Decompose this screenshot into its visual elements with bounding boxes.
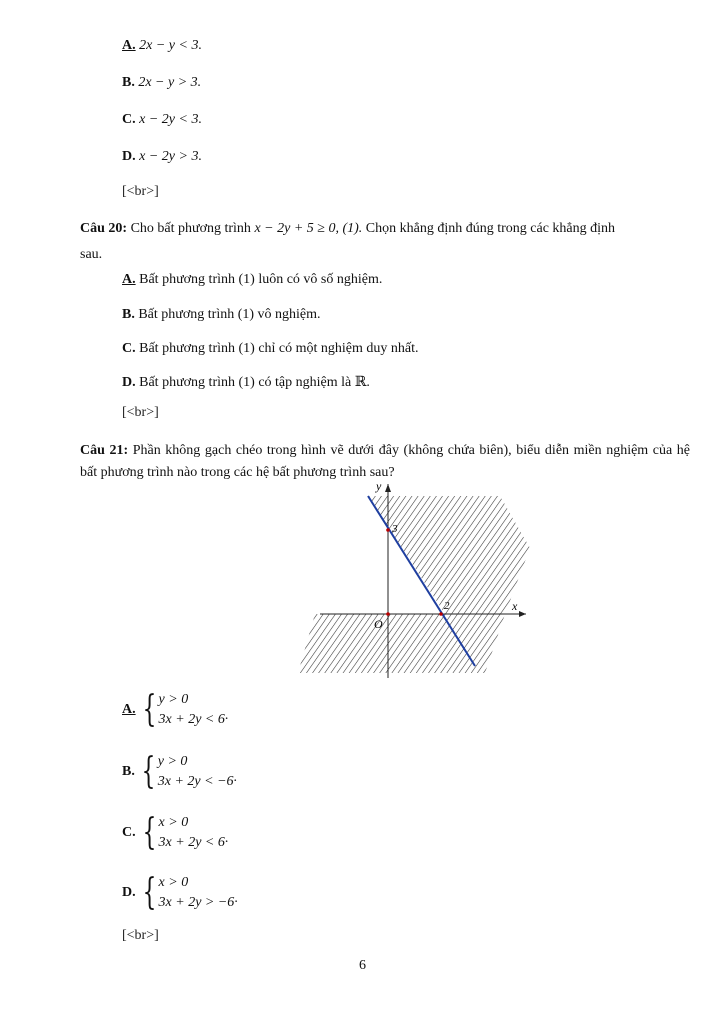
option-label: D. [122,375,136,390]
option-text: Bất phương trình (1) luôn có vô số nghiệm. [135,272,383,287]
break-tag: [<br>] [122,405,159,420]
system-tail: . [233,770,238,785]
system-line-2: 3x + 2y < −6 [157,774,234,789]
option-text: Bất phương trình (1) vô nghiệm. [134,307,321,322]
system-brace: { [141,751,156,792]
system-line-2: 3x + 2y < 6 [158,835,225,850]
y-axis-label: y [376,479,382,493]
option-text: x − 2y > 3. [139,149,202,164]
system-line-1: x > 0 [158,875,189,890]
question-math: x − 2y + 5 ≥ 0, (1). [254,221,363,236]
system-line-1: y > 0 [158,692,189,707]
option-label: D. [122,885,136,900]
q20-option-b [122,307,321,323]
system-brace: { [142,812,156,853]
system-line-2: 3x + 2y > −6 [158,895,235,910]
q21-option-d [122,873,238,913]
option-text: x − 2y < 3. [139,112,202,127]
system-brace: { [142,689,156,730]
option-text: 2x − y < 3. [139,38,202,53]
option-label: B. [122,75,135,90]
hatched-region-upper [368,496,530,614]
option-label: A. [122,38,136,53]
inequality-graph [290,478,530,678]
option-label: C. [122,341,136,356]
option-label: C. [122,112,136,127]
system-tail: . [224,831,229,846]
x-axis-label: x [512,599,518,613]
break-tag: [<br>] [122,928,159,943]
system-lines [158,752,234,792]
option-label: C. [122,825,136,840]
question-text: Cho bất phương trình [127,221,255,236]
q21-option-a [122,690,228,730]
question-text: Chọn khẳng định đúng trong các khẳng định [362,221,616,236]
system-tail: . [234,891,238,906]
question-label: Câu 20: [80,221,128,236]
system-lines [159,873,235,913]
system-brace: { [142,872,156,913]
q19-option-d [122,149,202,165]
q21-option-c [122,813,228,853]
q20-option-a [122,272,382,288]
q21-option-b [122,752,237,792]
page-number: 6 [359,958,366,973]
q20-stem [80,218,690,240]
q20-option-d [122,374,370,391]
q19-option-b [122,75,201,91]
option-text: Bất phương trình (1) có tập nghiệm là ℝ. [135,375,370,390]
origin-point [386,612,390,616]
system-tail: . [224,708,229,723]
option-text: Bất phương trình (1) chỉ có một nghiệm duy nhất. [135,341,419,356]
question-text: Phần không gạch chéo trong hình vẽ dưới đây (không chứa biên), biểu diễn miền nghiệm của hệ bất phương trình nào trong các hệ bất phương trình sau? [80,443,690,480]
option-label: B. [122,764,135,779]
q19-option-a [122,38,202,54]
y-intercept-point [386,528,390,532]
system-line-2: 3x + 2y < 6 [158,712,225,727]
x-intercept-label: 2 [444,600,450,612]
system-line-1: y > 0 [157,754,188,769]
option-label: A. [122,702,136,717]
break-tag: [<br>] [122,184,159,199]
x-intercept-point [439,612,443,616]
q20-option-c [122,341,419,357]
option-label: D. [122,149,136,164]
q20-stem-wrap: sau. [80,247,103,262]
system-lines [159,690,225,730]
origin-label: O [374,617,383,631]
system-lines [159,813,225,853]
option-label: B. [122,307,135,322]
y-axis-arrow [385,484,391,492]
q19-option-c [122,112,202,128]
y-intercept-label: 3 [392,523,398,535]
system-line-1: x > 0 [158,815,189,830]
option-label: A. [122,272,136,287]
option-text: 2x − y > 3. [138,75,202,90]
question-label: Câu 21: [80,443,129,458]
x-axis-arrow [519,611,526,617]
